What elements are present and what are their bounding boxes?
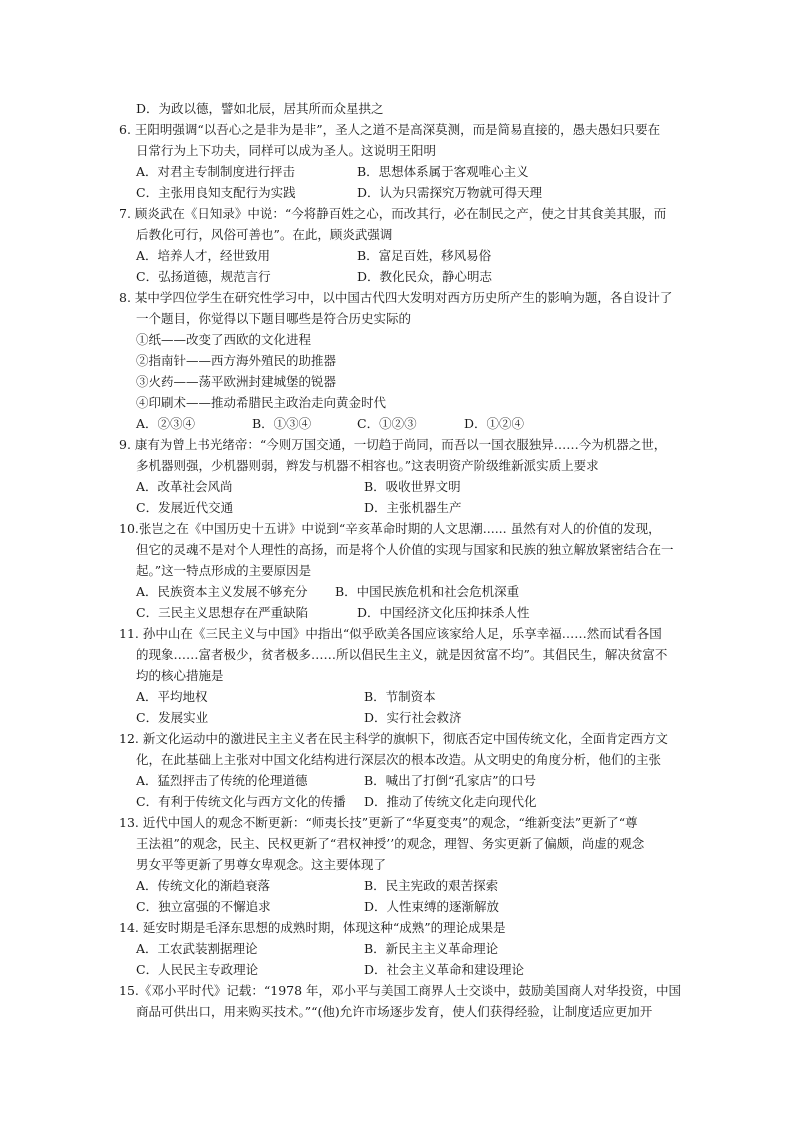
option-row [0,896,794,917]
option-row [0,266,794,287]
answer-option: D．人性束缚的逐渐解放 [364,899,500,914]
answer-option: A．传统文化的渐趋衰落 [136,878,271,893]
answer-option: D．认为只需探究万物就可得天理 [357,185,543,200]
statement-line: ①纸——改变了西欧的文化进程 [136,332,312,347]
option-row [0,476,794,497]
option-row [0,707,794,728]
answer-option: C．有利于传统文化与西方文化的传播 [136,794,346,809]
question-line: 13. 近代中国人的观念不断更新：“师夷长技”更新了“华夏变夷”的观念，“维新变法”更新了“尊 [119,815,638,830]
question-continuation: 一个题目，你觉得以下题目哪些是符合历史实际的 [136,311,412,326]
answer-option: A．培养人才，经世致用 [136,248,271,263]
statement-line: D．为政以德，譬如北辰，居其所而众星拱之 [136,101,384,116]
answer-option: A．对君主专制制度进行抨击 [136,164,296,179]
question-continuation: 后教化可行，风俗可善也”。在此，顾炎武强调 [136,227,393,242]
option-row [0,245,794,266]
question-continuation: 王法祖”的观念，民主、民权更新了“君权神授’’的观念，理智、务实更新了偏颇，尚虚的观念 [136,836,645,851]
answer-option: D．主张机器生产 [364,500,462,515]
answer-option: B．富足百姓，移风易俗 [357,248,492,263]
option-row [0,770,794,791]
answer-option: A．改革社会风尚 [136,479,233,494]
question-continuation: 起。”这一特点形成的主要原因是 [136,563,312,578]
answer-option: C．弘扬道德，规范言行 [136,269,271,284]
answer-option: C．发展近代交通 [136,500,234,515]
option-row [0,497,794,518]
answer-option: B．思想体系属于客观唯心主义 [357,164,529,179]
option-row [0,959,794,980]
question-continuation: 的现象……富者极少，贫者极多……所以倡民生主义，就是因贫富不均”。其倡民生，解决贫富不 [136,647,668,662]
answer-option: D．教化民众，静心明志 [357,269,493,284]
answer-option: D．社会主义革命和建设理论 [364,962,525,977]
question-continuation: 日常行为上下功夫，同样可以成为圣人。这说明王阳明 [136,143,437,158]
statement-line: ②指南针——西方海外殖民的助推器 [136,353,337,368]
answer-option: A．②③④ [136,416,196,431]
question-continuation: 男女平等更新了男尊女卑观念。这主要体现了 [136,857,387,872]
question-line: 7. 顾炎武在《日知录》中说：“今将静百姓之心，而改其行，必在制民之产，使之甘其食美其服，而 [119,206,667,221]
question-continuation: 商品可供出口，用来购买技术。”“(他)允许市场逐步发育，使人们获得经验，让制度适应更加开 [136,1004,653,1019]
option-row [0,686,794,707]
question-line: 14. 延安时期是毛泽东思想的成熟时期，体现这种“成熟”的理论成果是 [119,920,506,935]
answer-option: C．人民民主专政理论 [136,962,259,977]
option-row [0,161,794,182]
question-line: 15.《邓小平时代》记载：“1978 年，邓小平与美国工商界人士交谈中，鼓励美国商人对华投资，中国 [119,983,682,998]
question-line: 12. 新文化运动中的激进民主主义者在民主科学的旗帜下，彻底否定中国传统文化，全面肯定西方文 [119,731,668,746]
answer-option: C．①②③ [357,416,417,431]
answer-option: D．推动了传统文化走向现代化 [364,794,537,809]
answer-option: B．新民主主义革命理论 [364,941,499,956]
option-row [0,938,794,959]
option-row [0,182,794,203]
option-row [0,602,794,623]
statement-line: ③火药——荡平欧洲封建城堡的锐器 [136,374,337,389]
option-row [0,581,794,602]
answer-option: B．中国民族危机和社会危机深重 [335,584,520,599]
question-line: 9. 康有为曾上书光绪帝：“今则万国交通，一切趋于尚同，而吾以一国衣服独异……今为机器之世， [119,437,667,452]
question-continuation: 多机器则强，少机器则弱，辫发与机器不相容也。”这表明资产阶级维新派实质上要求 [136,458,599,473]
question-line: 6. 王阳明强调“以吾心之是非为是非”，圣人之道不是高深莫测，而是简易直接的，愚夫愚妇只要在 [119,122,661,137]
question-continuation: 均的核心措施是 [136,668,224,683]
option-row [0,791,794,812]
statement-line: ④印刷术——推动希腊民主政治走向黄金时代 [136,395,387,410]
answer-option: A．民族资本主义发展不够充分 [136,584,308,599]
answer-option: B．喊出了打倒“孔家店”的口号 [364,773,536,788]
answer-option: B．吸收世界文明 [364,479,461,494]
question-continuation: 化，在此基础上主张对中国文化结构进行深层次的根本改造。从文明史的角度分析，他们的主张 [136,752,662,767]
option-row [0,413,794,434]
answer-option: A．工农武装割据理论 [136,941,258,956]
answer-option: D．实行社会救济 [364,710,462,725]
answer-option: B．①③④ [252,416,312,431]
answer-option: C．发展实业 [136,710,209,725]
answer-option: A．平均地权 [136,689,208,704]
question-line: 11. 孙中山在《三民主义与中国》中指出“似乎欧美各国应该家给人足，乐享幸福……然而试看各国 [119,626,662,641]
answer-option: C．三民主义思想存在严重缺陷 [136,605,309,620]
answer-option: C．独立富强的不懈追求 [136,899,271,914]
option-row [0,875,794,896]
answer-option: D．①②④ [464,416,525,431]
answer-option: A．猛烈抨击了传统的伦理道德 [136,773,308,788]
question-continuation: 但它的灵魂不是对个人理性的高扬，而是将个人价值的实现与国家和民族的独立解放紧密结合在一 [136,542,674,557]
answer-option: D．中国经济文化压抑抹杀人性 [357,605,530,620]
answer-option: B．民主宪政的艰苦探索 [364,878,499,893]
answer-option: C．主张用良知支配行为实践 [136,185,296,200]
question-line: 10.张岂之在《中国历史十五讲》中说到“辛亥革命时期的人文思潮...... 虽然有对人的价值的发现， [119,521,661,536]
answer-option: B．节制资本 [364,689,436,704]
question-line: 8. 某中学四位学生在研究性学习中，以中国古代四大发明对西方历史所产生的影响为题，各自设计了 [119,290,673,305]
